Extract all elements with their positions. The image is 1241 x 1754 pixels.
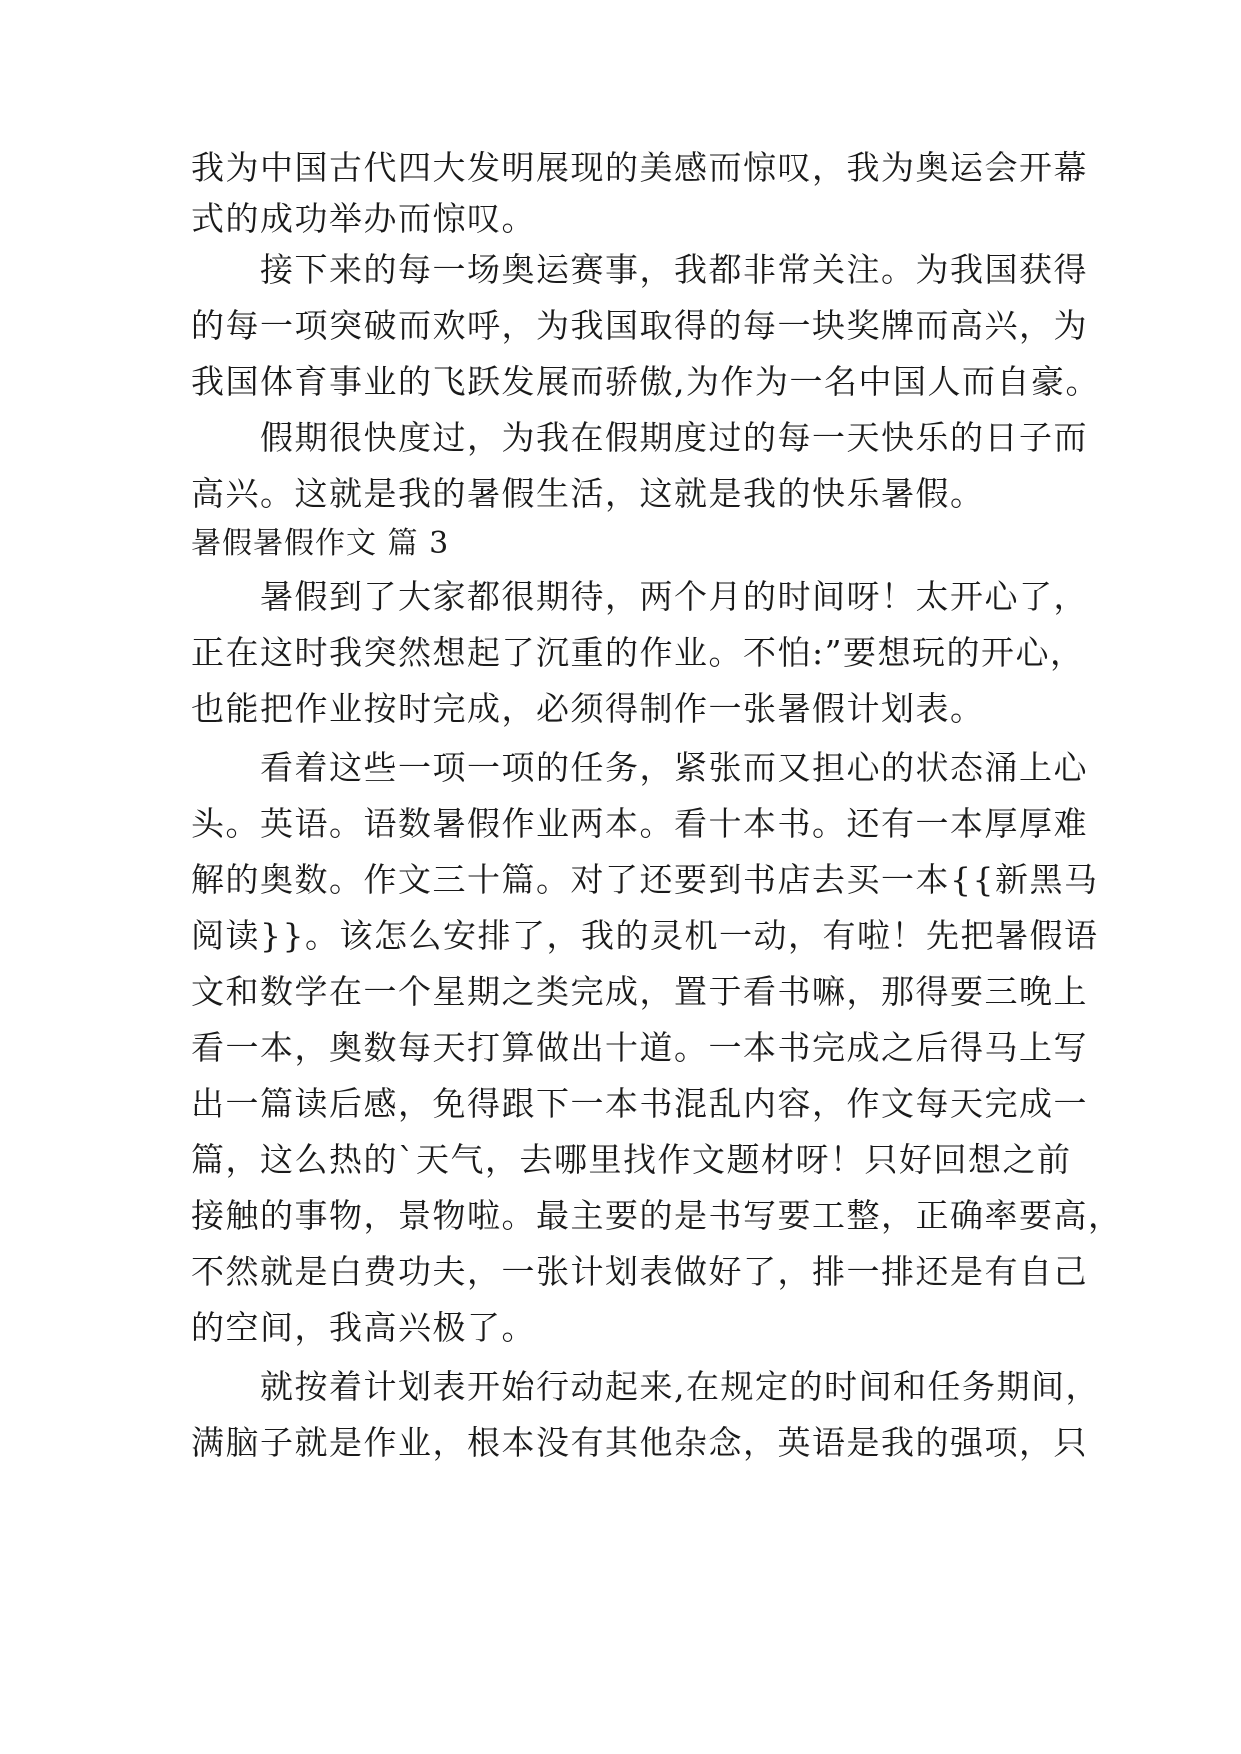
text-line: 假期很快度过，为我在假期度过的每一天快乐的日子而 [191, 418, 1088, 457]
text-line: 满脑子就是作业，根本没有其他杂念，英语是我的强项，只 [191, 1423, 1088, 1462]
text-line: 接下来的每一场奥运赛事，我都非常关注。为我国获得 [191, 250, 1088, 289]
text-line: 看一本，奥数每天打算做出十道。一本书完成之后得马上写 [191, 1028, 1088, 1067]
text-line: 的每一项突破而欢呼，为我国取得的每一块奖牌而高兴，为 [191, 306, 1088, 345]
text-line: 式的成功举办而惊叹。 [191, 199, 536, 238]
text-line: 就按着计划表开始行动起来,在规定的时间和任务期间， [191, 1367, 1100, 1406]
text-line: 暑假到了大家都很期待，两个月的时间呀！太开心了， [191, 577, 1088, 616]
text-line: 接触的事物，景物啦。最主要的是书写要工整，正确率要高， [191, 1196, 1123, 1235]
text-line: 出一篇读后感，免得跟下一本书混乱内容，作文每天完成一 [191, 1084, 1088, 1123]
text-line: 看着这些一项一项的任务，紧张而又担心的状态涌上心 [191, 748, 1088, 787]
section-heading: 暑假暑假作文 篇 3 [191, 526, 450, 561]
text-line: 的空间，我高兴极了。 [191, 1308, 536, 1347]
text-line: 正在这时我突然想起了沉重的作业。不怕:”要想玩的开心， [191, 633, 1085, 672]
text-line: 解的奥数。作文三十篇。对了还要到书店去买一本{{新黑马 [191, 860, 1099, 899]
text-line: 阅读}}。该怎么安排了，我的灵机一动，有啦！先把暑假语 [191, 916, 1099, 955]
text-line: 高兴。这就是我的暑假生活，这就是我的快乐暑假。 [191, 474, 985, 513]
text-line: 我为中国古代四大发明展现的美感而惊叹，我为奥运会开幕 [191, 148, 1088, 187]
text-line: 文和数学在一个星期之类完成，置于看书嘛，那得要三晚上 [191, 972, 1088, 1011]
text-line: 篇，这么热的`天气，去哪里找作文题材呀！只好回想之前 [191, 1140, 1072, 1179]
text-line: 头。英语。语数暑假作业两本。看十本书。还有一本厚厚难 [191, 804, 1088, 843]
text-line: 我国体育事业的飞跃发展而骄傲,为作为一名中国人而自豪。 [191, 362, 1100, 401]
text-line: 也能把作业按时完成，必须得制作一张暑假计划表。 [191, 689, 985, 728]
text-line: 不然就是白费功夫，一张计划表做好了，排一排还是有自己 [191, 1252, 1088, 1291]
